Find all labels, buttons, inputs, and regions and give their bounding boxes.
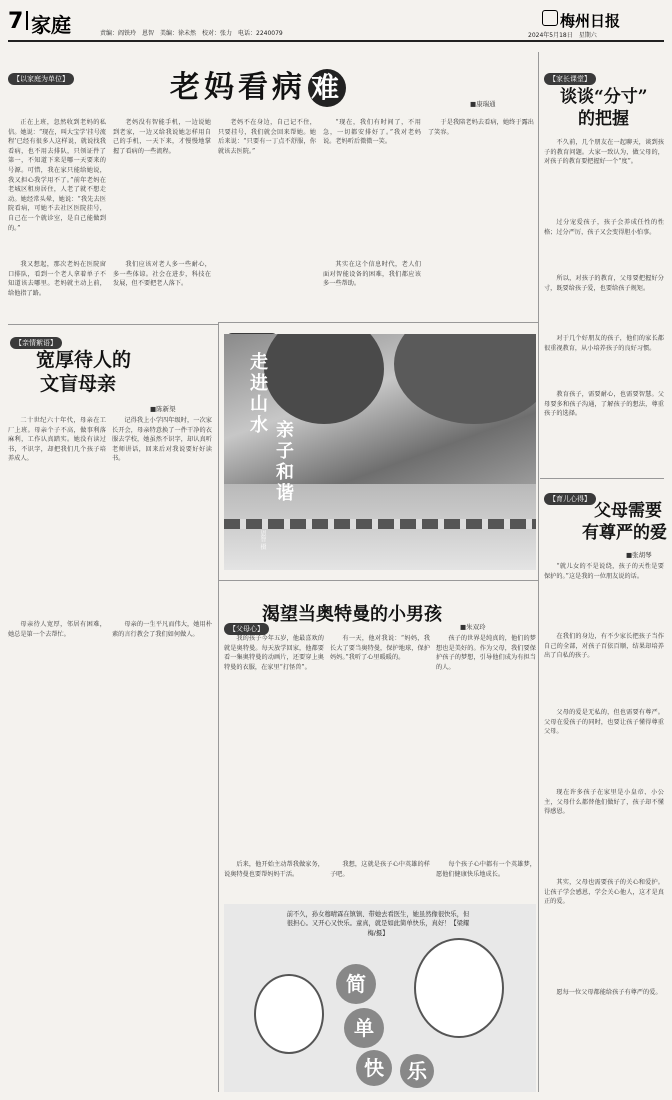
header-rule [8, 40, 664, 42]
left-column-rule [218, 322, 219, 1092]
right-top-col-3: 所以，对孩子的教育，父母要把握好分寸，既要给孩子爱，也要给孩子规矩。 [544, 275, 664, 292]
ultraman-title: 渴望当奥特曼的小男孩 [262, 604, 442, 625]
center-top-rule [218, 322, 538, 323]
right-top-tag: 【家长课堂】 [544, 66, 596, 85]
photo-tree-shape [264, 334, 384, 424]
bubble-le: 乐 [400, 1054, 434, 1088]
right-bottom-col-3: 父母的爱是无私的，但也需要有尊严。父母在爱孩子的同时，也要让孩子懂得尊重父母。 [544, 709, 664, 736]
photo-stepping-stones [224, 519, 536, 529]
ultraman-author: ■朱双玲 [460, 623, 486, 631]
right-bottom-title: 父母需要 有尊严的爱 [582, 501, 667, 543]
right-top-col-5: 教育孩子，需要耐心，也需要智慧。父母要多和孩子沟通，了解孩子的想法，尊重孩子的选择。 [544, 391, 664, 418]
right-top-col-4: 对于几个好朋友的孩子，他们的家长都很重视教育，从小培养孩子的良好习惯。 [544, 335, 664, 352]
left-feature-col-2: 记得我上小学四年级时，一次家长开会，母亲特意换了一件干净的衣服去学校，她虽然不识字，却认真听老师讲话，回来后对我说要好好读书。 [112, 417, 212, 463]
right-top-title: 谈谈“分寸” 的把握 [560, 87, 648, 129]
main-story-col-8: 其实在这个信息时代，老人们面对智能设备的困难，我们都应该多一些帮助。 [323, 261, 421, 288]
right-bottom-tag: 【育儿心得】 [544, 486, 596, 505]
ultraman-col-6: 每个孩子心中都有一个英雄梦，愿他们健康快乐地成长。 [436, 861, 536, 878]
photo-credit: 恩智 摄 [259, 530, 266, 550]
left-feature-author: ■陈新渠 [150, 405, 176, 413]
bubble-dan: 单 [344, 1008, 384, 1048]
right-bottom-col-4: 现在许多孩子在家里是小皇帝、小公主，父母什么都替他们做好了，孩子却不懂得感恩。 [544, 789, 664, 816]
main-story-col-5: 于是我陪老妈去看病，她终于露出了笑容。 [428, 119, 534, 136]
left-feature-tag: 【亲情絮语】 [10, 330, 62, 349]
bubble-jian: 简 [336, 964, 376, 1004]
main-headline [170, 62, 346, 107]
dateline: 2024年5月18日 星期六 [528, 32, 597, 39]
main-story-col-3: 老妈不在身边，自己记不住，只要挂号，我们就会回来帮她。她后来说：“只要有一丁点不舒服，你就该去医院。” [218, 119, 316, 155]
left-feature-col-1: 二十世纪六十年代，母亲在工厂上班。母亲个子不高，做事利落麻利，工作认真踏实。她没有读过书，不识字，却把我们几个孩子培养成人。 [8, 417, 106, 463]
photo-caption-line-2: 亲子和谐 [273, 420, 294, 504]
main-story-author: ■康瑞通 [470, 100, 496, 108]
left-section-rule [8, 324, 218, 325]
left-feature-col-3: 母亲待人宽厚，邻居有困难，她总是第一个去帮忙。 [8, 621, 106, 638]
left-feature-col-4: 母亲的一生平凡而伟大，她用朴素的言行教会了我们如何做人。 [112, 621, 212, 638]
ultraman-col-5: 我想，这就是孩子心中英雄的样子吧。 [330, 861, 430, 878]
child-face-left [254, 974, 324, 1054]
page-number: 7 [8, 9, 24, 34]
ultraman-tag: 【父母心】 [224, 616, 269, 635]
main-story-col-2: 老妈没有智能手机，一边说她到老家，一边又给我说她怎样用自己的手机，一天下来，才慢慢地掌握了看病的一些流程。 [113, 119, 211, 155]
newspaper-logo-icon [542, 10, 558, 26]
newspaper-brand: 梅州日报 [560, 12, 621, 30]
right-bottom-col-5: 其实，父母也需要孩子的关心和爱护。让孩子学会感恩，学会关心他人，这才是真正的爱。 [544, 879, 664, 906]
left-story-tag: 【以家庭为单位】 [8, 66, 74, 85]
staff-credits: 责编：阎铁玲 恩智 美编：徐未然 校对：张力 电话：2240079 [100, 30, 283, 37]
right-top-col-1: 不久前，几个朋友在一起聊天，谈到孩子的教育问题。大家一致认为，做父母的，对孩子的教育要把握好一个“度”。 [544, 139, 664, 166]
main-story-col-7: 我们应该对老人多一些耐心，多一些体谅。社会在进步，科技在发展，但不要把老人落下。 [113, 261, 211, 288]
right-bottom-col-2: 在我们的身边，有不少家长把孩子当作自己的全部，对孩子百依百顺，结果却培养出了自私的孩子。 [544, 633, 664, 660]
main-story-col-4: “现在，我们有时间了，不用急，一切都安排好了。”我对老妈说。老妈听后微微一笑。 [323, 119, 421, 146]
masthead [0, 0, 672, 46]
main-story-col-1: 正在上班，忽然收到老妈的私信。她说：“现在，叫大宝学‘挂号流程’已经有很多人这样说，就说找我看病，也不用去排队，只领证件了第一，不知道下来是哪一天要来的号源。可惜，我在家只能给她说，我又担心我学用不了。”前年老妈在老城区租房居住，人老了就不想走动。她经常头晕，她说：“我先去医院看病，可她不去社区医院挂号，自己在一个就诊室，是自己能做到的。” [8, 119, 106, 232]
ultraman-col-2: 有一天，他对我说：“妈妈，我长大了要当奥特曼，保护地球，保护妈妈。”我听了心里暖暖的。 [330, 635, 430, 662]
child-face-right [414, 938, 504, 1038]
ultraman-col-4: 后来，他开始主动帮我做家务，说奥特曼也要帮妈妈干活。 [224, 861, 324, 878]
page-section-name: 家庭 [31, 13, 71, 37]
ultraman-col-3: 孩子的世界是纯真的，他们的梦想也是美好的。作为父母，我们要保护孩子的梦想，引导他们成为有担当的人。 [436, 635, 536, 671]
right-bottom-col-6: 愿每一位父母都能给孩子有尊严的爱。 [556, 989, 662, 996]
left-feature-title: 宽厚待人的 文盲母亲 [36, 349, 132, 395]
right-bottom-col-1: “就儿女的不是说绕，孩子的天性是要保护的。”这是我的一位朋友说的话。 [544, 563, 664, 580]
photo-caption-line-1: 走进山水 [247, 352, 268, 436]
kids-photo [224, 904, 536, 1092]
ultraman-top-rule [218, 580, 538, 581]
main-headline-text: 老妈看病 [170, 70, 306, 105]
main-headline-emphasis: 难 [308, 69, 346, 107]
main-story-col-6: 我又想起，那次老妈在医院窗口排队，看到一个老人拿着单子不知道该去哪里。老妈就主动上前，给他指了路。 [8, 261, 106, 297]
bubble-kuai: 快 [356, 1050, 392, 1086]
right-bottom-rule [540, 478, 664, 479]
right-column-rule [538, 52, 539, 1092]
ultraman-col-1: 我的孩子今年五岁，他最喜欢的就是奥特曼。每天放学回家，他都要看一集奥特曼的动画片，还要穿上奥特曼的衣服，在家里“打怪兽”。 [224, 635, 324, 671]
right-top-col-2: 过分宠爱孩子，孩子会养成任性的性格；过分严厉，孩子又会变得胆小怕事。 [544, 219, 664, 236]
page-number-divider [26, 11, 28, 30]
kids-photo-caption: 前不久，孙女穆晴霖在镇镇、带她去看医生，她虽然像很快乐，但很担心。又开心又快乐。童真，就是如此简单快乐，真好！【梁耀梅/摄】 [286, 911, 470, 937]
right-bottom-author: ■张胡琴 [626, 551, 652, 559]
photo-tree-shape [394, 334, 536, 424]
